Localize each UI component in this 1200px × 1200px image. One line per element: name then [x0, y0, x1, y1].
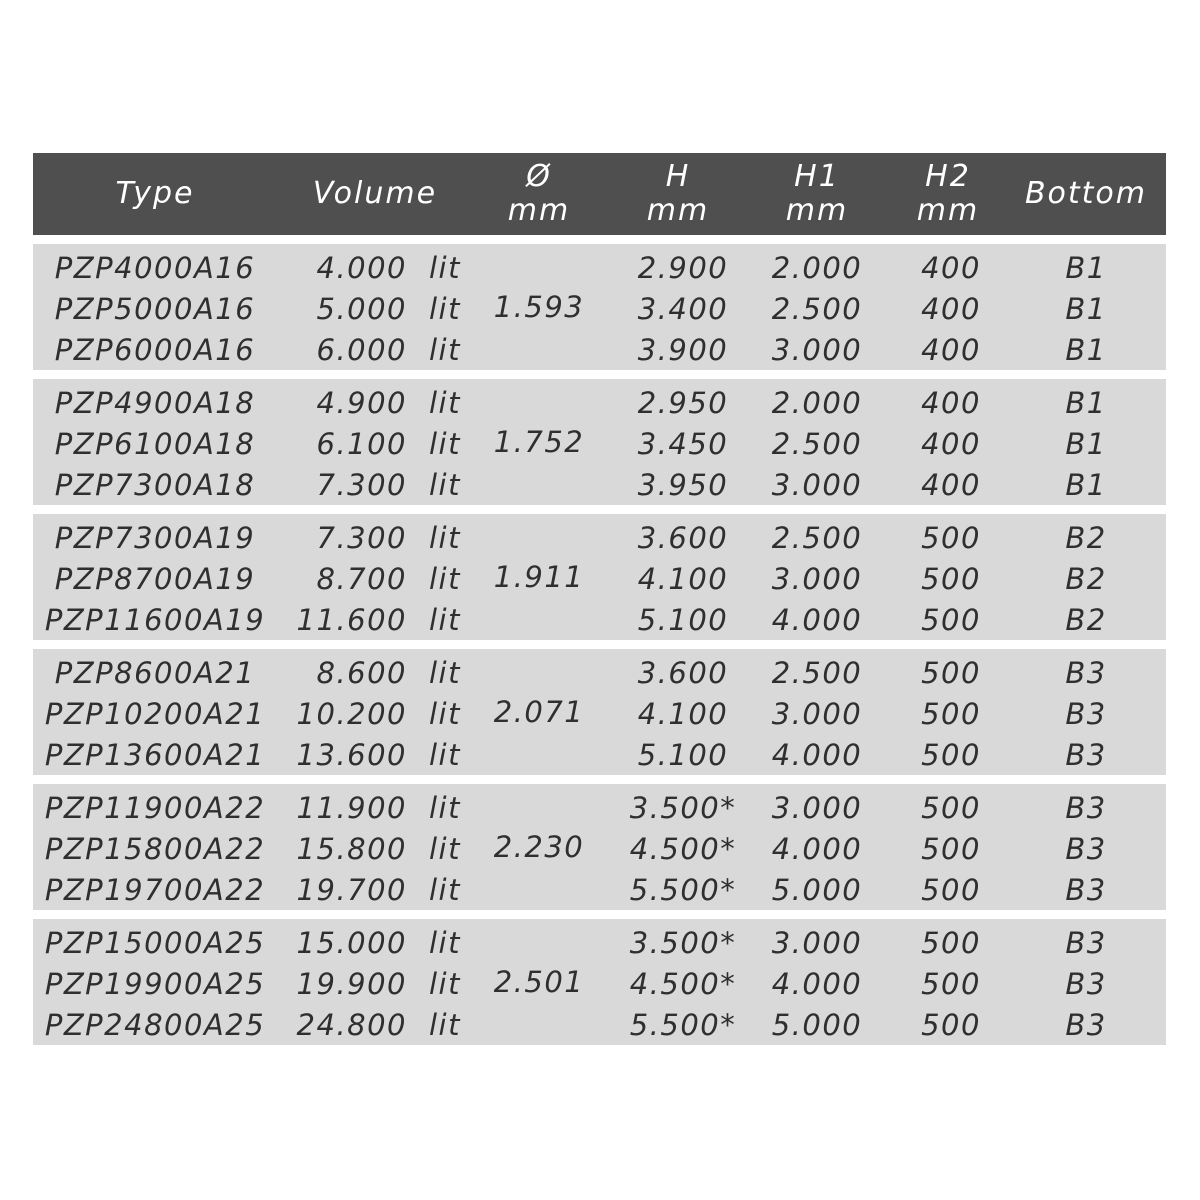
bottom-cell: B3 — [1065, 873, 1107, 907]
table-row — [33, 829, 1166, 870]
volume-unit-cell: lit — [429, 386, 461, 420]
header-h2-unit: mm — [916, 193, 980, 228]
header-h-unit: mm — [646, 193, 710, 228]
type-cell: PZP19700A22 — [44, 873, 266, 907]
bottom-cell: B2 — [1065, 521, 1107, 555]
table-header — [33, 153, 1166, 235]
volume-unit-cell: lit — [429, 832, 461, 866]
table-row — [33, 870, 1166, 911]
h1-cell: 2.500 — [771, 521, 863, 555]
h1-cell: 3.000 — [771, 333, 863, 367]
h1-cell: 4.000 — [771, 738, 863, 772]
type-cell: PZP15800A22 — [44, 832, 266, 866]
h2-cell: 500 — [921, 926, 981, 960]
table-row — [33, 289, 1166, 330]
header-bottom — [1016, 153, 1156, 235]
table-row — [33, 600, 1166, 641]
h2-cell: 400 — [921, 333, 981, 367]
volume-cell: 4.000 — [316, 251, 407, 285]
table-body — [33, 244, 1166, 1045]
h1-cell: 2.000 — [771, 386, 863, 420]
diameter-cell: 1.911 — [493, 560, 585, 594]
h1-cell: 2.000 — [771, 251, 863, 285]
h-cell: 5.100 — [637, 738, 729, 772]
volume-unit-cell: lit — [429, 791, 461, 825]
volume-unit-cell: lit — [429, 603, 461, 637]
bottom-cell: B1 — [1065, 427, 1107, 461]
h2-cell: 400 — [921, 386, 981, 420]
h-cell: 3.600 — [637, 521, 729, 555]
header-h1-unit: mm — [785, 193, 849, 228]
volume-cell: 19.900 — [296, 967, 407, 1001]
diameter-cell: 2.071 — [493, 695, 585, 729]
table-row — [33, 653, 1166, 694]
header-diameter — [473, 153, 605, 235]
table-group — [33, 244, 1166, 370]
type-cell: PZP6000A16 — [54, 333, 256, 367]
h2-cell: 500 — [921, 603, 981, 637]
volume-cell: 6.000 — [316, 333, 407, 367]
header-h1 — [747, 153, 887, 235]
type-cell: PZP10200A21 — [44, 697, 266, 731]
header-h-label: H — [665, 159, 691, 194]
table-row — [33, 248, 1166, 289]
volume-cell: 11.600 — [296, 603, 407, 637]
h1-cell: 2.500 — [771, 656, 863, 690]
h-cell: 3.900 — [637, 333, 729, 367]
table-row — [33, 465, 1166, 506]
h2-cell: 500 — [921, 562, 981, 596]
table-row — [33, 735, 1166, 776]
type-cell: PZP11600A19 — [44, 603, 266, 637]
table-row — [33, 964, 1166, 1005]
h1-cell: 3.000 — [771, 926, 863, 960]
h1-cell: 2.500 — [771, 292, 863, 326]
table-row — [33, 788, 1166, 829]
diameter-cell: 2.230 — [493, 830, 585, 864]
h1-cell: 5.000 — [771, 873, 863, 907]
type-cell: PZP8700A19 — [54, 562, 256, 596]
bottom-cell: B2 — [1065, 603, 1107, 637]
h-cell: 3.500* — [629, 926, 737, 960]
volume-cell: 11.900 — [296, 791, 407, 825]
bottom-cell: B3 — [1065, 697, 1107, 731]
h-cell: 4.500* — [629, 832, 737, 866]
bottom-cell: B3 — [1065, 832, 1107, 866]
h2-cell: 500 — [921, 1008, 981, 1042]
bottom-cell: B1 — [1065, 386, 1107, 420]
table-row — [33, 694, 1166, 735]
h-cell: 4.100 — [637, 697, 729, 731]
type-cell: PZP8600A21 — [54, 656, 256, 690]
h2-cell: 400 — [921, 468, 981, 502]
bottom-cell: B1 — [1065, 251, 1107, 285]
h1-cell: 3.000 — [771, 468, 863, 502]
h-cell: 3.450 — [637, 427, 729, 461]
volume-unit-cell: lit — [429, 427, 461, 461]
type-cell: PZP15000A25 — [44, 926, 266, 960]
volume-cell: 15.800 — [296, 832, 407, 866]
h-cell: 5.500* — [629, 873, 737, 907]
volume-cell: 8.700 — [316, 562, 407, 596]
bottom-cell: B1 — [1065, 468, 1107, 502]
h2-cell: 400 — [921, 251, 981, 285]
volume-unit-cell: lit — [429, 697, 461, 731]
header-volume — [283, 153, 467, 235]
bottom-cell: B3 — [1065, 791, 1107, 825]
type-cell: PZP7300A18 — [54, 468, 256, 502]
h-cell: 4.500* — [629, 967, 737, 1001]
header-h2-label: H2 — [925, 159, 971, 194]
bottom-cell: B3 — [1065, 656, 1107, 690]
h1-cell: 3.000 — [771, 562, 863, 596]
volume-cell: 15.000 — [296, 926, 407, 960]
h-cell: 4.100 — [637, 562, 729, 596]
type-cell: PZP4000A16 — [54, 251, 256, 285]
h-cell: 5.100 — [637, 603, 729, 637]
type-cell: PZP4900A18 — [54, 386, 256, 420]
volume-unit-cell: lit — [429, 967, 461, 1001]
bottom-cell: B3 — [1065, 967, 1107, 1001]
h2-cell: 500 — [921, 791, 981, 825]
bottom-cell: B1 — [1065, 292, 1107, 326]
volume-unit-cell: lit — [429, 738, 461, 772]
type-cell: PZP19900A25 — [44, 967, 266, 1001]
h1-cell: 4.000 — [771, 967, 863, 1001]
h2-cell: 400 — [921, 427, 981, 461]
h-cell: 3.400 — [637, 292, 729, 326]
spec-table — [33, 153, 1166, 1045]
header-h1-label: H1 — [794, 159, 840, 194]
table-row — [33, 559, 1166, 600]
diameter-cell: 2.501 — [493, 965, 585, 999]
volume-unit-cell: lit — [429, 1008, 461, 1042]
bottom-cell: B3 — [1065, 926, 1107, 960]
h2-cell: 400 — [921, 292, 981, 326]
volume-unit-cell: lit — [429, 292, 461, 326]
table-row — [33, 383, 1166, 424]
volume-cell: 8.600 — [316, 656, 407, 690]
type-cell: PZP7300A19 — [54, 521, 256, 555]
h2-cell: 500 — [921, 967, 981, 1001]
volume-unit-cell: lit — [429, 521, 461, 555]
bottom-cell: B3 — [1065, 738, 1107, 772]
h-cell: 3.500* — [629, 791, 737, 825]
type-cell: PZP5000A16 — [54, 292, 256, 326]
volume-unit-cell: lit — [429, 656, 461, 690]
volume-unit-cell: lit — [429, 562, 461, 596]
table-row — [33, 923, 1166, 964]
volume-cell: 7.300 — [316, 468, 407, 502]
volume-cell: 4.900 — [316, 386, 407, 420]
header-diameter-unit: mm — [507, 193, 571, 228]
h1-cell: 3.000 — [771, 697, 863, 731]
h2-cell: 500 — [921, 873, 981, 907]
volume-unit-cell: lit — [429, 926, 461, 960]
h2-cell: 500 — [921, 832, 981, 866]
h-cell: 2.950 — [637, 386, 729, 420]
h-cell: 3.600 — [637, 656, 729, 690]
table-group — [33, 784, 1166, 910]
volume-cell: 7.300 — [316, 521, 407, 555]
h2-cell: 500 — [921, 697, 981, 731]
table-group — [33, 919, 1166, 1045]
type-cell: PZP11900A22 — [44, 791, 266, 825]
volume-unit-cell: lit — [429, 468, 461, 502]
table-group — [33, 379, 1166, 505]
h2-cell: 500 — [921, 738, 981, 772]
volume-unit-cell: lit — [429, 873, 461, 907]
volume-cell: 10.200 — [296, 697, 407, 731]
h1-cell: 5.000 — [771, 1008, 863, 1042]
type-cell: PZP6100A18 — [54, 427, 256, 461]
h1-cell: 2.500 — [771, 427, 863, 461]
h1-cell: 4.000 — [771, 603, 863, 637]
h-cell: 5.500* — [629, 1008, 737, 1042]
table-row — [33, 1005, 1166, 1046]
diameter-cell: 1.593 — [493, 290, 585, 324]
bottom-cell: B1 — [1065, 333, 1107, 367]
type-cell: PZP13600A21 — [44, 738, 266, 772]
header-type — [33, 153, 277, 235]
volume-cell: 6.100 — [316, 427, 407, 461]
type-cell: PZP24800A25 — [44, 1008, 266, 1042]
table-row — [33, 518, 1166, 559]
volume-unit-cell: lit — [429, 251, 461, 285]
header-bottom-label: Bottom — [1024, 176, 1148, 211]
volume-cell: 19.700 — [296, 873, 407, 907]
diameter-cell: 1.752 — [493, 425, 585, 459]
h1-cell: 3.000 — [771, 791, 863, 825]
volume-cell: 5.000 — [316, 292, 407, 326]
bottom-cell: B2 — [1065, 562, 1107, 596]
h-cell: 2.900 — [637, 251, 729, 285]
table-group — [33, 514, 1166, 640]
header-volume-label: Volume — [312, 176, 438, 211]
header-h2 — [878, 153, 1018, 235]
volume-unit-cell: lit — [429, 333, 461, 367]
h2-cell: 500 — [921, 521, 981, 555]
header-type-label: Type — [115, 176, 195, 211]
table-group — [33, 649, 1166, 775]
header-diameter-symbol: Ø — [526, 159, 552, 194]
h1-cell: 4.000 — [771, 832, 863, 866]
volume-cell: 24.800 — [296, 1008, 407, 1042]
table-row — [33, 424, 1166, 465]
h2-cell: 500 — [921, 656, 981, 690]
h-cell: 3.950 — [637, 468, 729, 502]
table-row — [33, 330, 1166, 371]
volume-cell: 13.600 — [296, 738, 407, 772]
header-h — [608, 153, 748, 235]
bottom-cell: B3 — [1065, 1008, 1107, 1042]
